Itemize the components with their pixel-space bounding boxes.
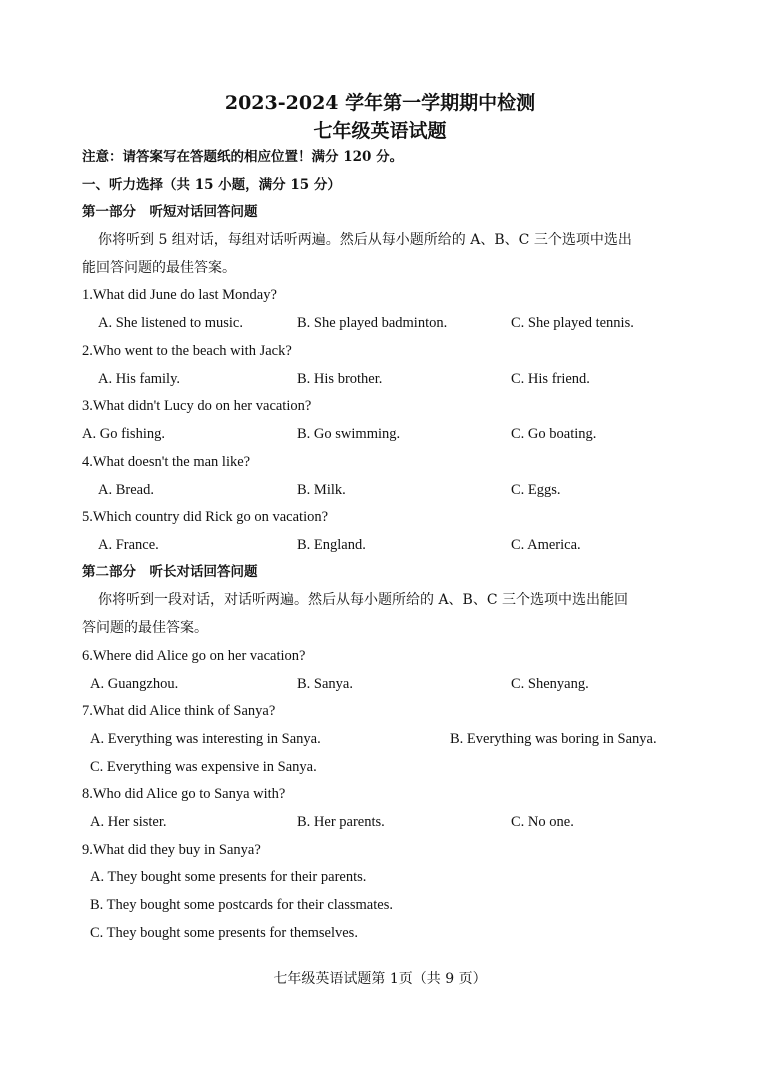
question-9: 9.What did they buy in Sanya? [82,842,261,858]
option-c: C. Eggs. [511,482,561,498]
question-4: 4.What doesn't the man like? [82,454,251,470]
exam-title: 2023-2024 学年第一学期期中检测 [224,92,536,114]
option-a: A. Guangzhou. [90,676,179,692]
option-c: C. Shenyang. [511,676,589,692]
option-a: A. They bought some presents for their parents. [90,869,367,885]
part1-instruction: 你将听到 5 组对话，每组对话听两遍。然后从每小题所给的 A、B、C 三个选项中选出 [98,232,632,248]
question-2: 2.Who went to the beach with Jack? [82,343,292,359]
part1-instruction: 能回答问题的最佳答案。 [82,260,236,276]
option-c: C. America. [511,537,581,553]
option-c: C. Go boating. [511,426,597,442]
part2-instruction: 你将听到一段对话，对话听两遍。然后从每小题所给的 A、B、C 三个选项中选出能回 [98,592,629,608]
option-b: B. They bought some postcards for their classmates. [90,897,393,913]
option-a: A. She listened to music. [98,315,243,331]
option-b: B. Go swimming. [297,426,401,442]
option-c: C. No one. [511,814,574,830]
notice: 注意：请答案写在答题纸的相应位置！满分 120 分。 [82,149,404,165]
page-footer: 七年级英语试题第 1页（共 9 页） [273,971,487,987]
part2-heading: 第二部分 听长对话回答问题 [82,564,258,580]
question-6: 6.Where did Alice go on her vacation? [82,648,306,664]
part1-heading: 第一部分 听短对话回答问题 [82,204,258,220]
question-1: 1.What did June do last Monday? [82,287,277,303]
option-a: A. Everything was interesting in Sanya. [90,731,321,747]
exam-subtitle: 七年级英语试题 [313,120,447,142]
option-b: B. She played badminton. [297,315,448,331]
question-5: 5.Which country did Rick go on vacation? [82,509,329,525]
option-b: B. Milk. [297,482,346,498]
option-c: C. They bought some presents for themselves. [90,925,358,941]
option-c: C. Everything was expensive in Sanya. [90,759,317,775]
option-a: A. Go fishing. [82,426,165,442]
part2-instruction: 答问题的最佳答案。 [82,620,208,636]
option-b: B. Her parents. [297,814,385,830]
question-7: 7.What did Alice think of Sanya? [82,703,276,719]
option-a: A. Bread. [98,482,154,498]
option-a: A. His family. [98,371,181,387]
option-b: B. England. [297,537,366,553]
option-b: B. Everything was boring in Sanya. [450,731,657,747]
option-c: C. His friend. [511,371,590,387]
question-8: 8.Who did Alice go to Sanya with? [82,786,286,802]
option-b: B. Sanya. [297,676,353,692]
question-3: 3.What didn't Lucy do on her vacation? [82,398,312,414]
option-c: C. She played tennis. [511,315,634,331]
option-b: B. His brother. [297,371,383,387]
option-a: A. France. [98,537,159,553]
option-a: A. Her sister. [90,814,167,830]
section-heading: 一、听力选择（共 15 小题，满分 15 分） [82,177,341,193]
